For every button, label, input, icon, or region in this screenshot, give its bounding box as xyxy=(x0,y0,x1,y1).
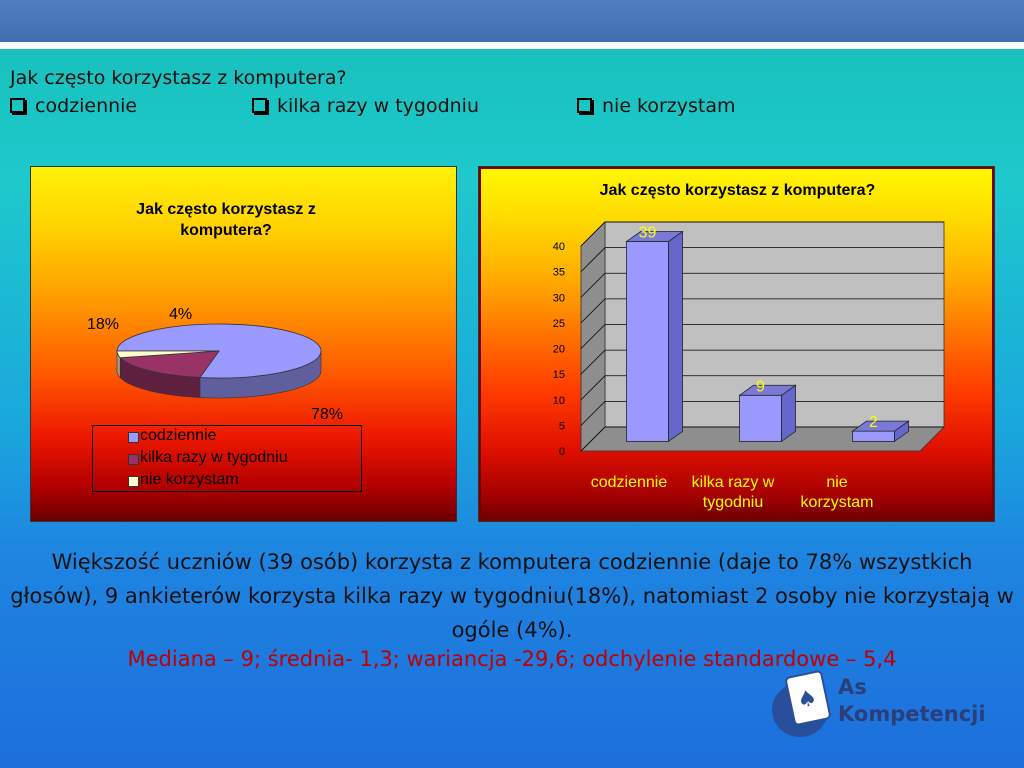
y-tick-label: 40 xyxy=(552,241,565,253)
y-tick-label: 20 xyxy=(552,343,565,356)
x-category-label: nie korzystam xyxy=(800,474,874,511)
legend-swatch xyxy=(128,432,139,443)
bar xyxy=(740,395,782,441)
y-tick-label: 35 xyxy=(552,266,565,279)
legend-swatch xyxy=(128,476,139,487)
logo xyxy=(770,668,1010,748)
pie-data-label: 4% xyxy=(169,306,193,323)
pie-chart xyxy=(31,167,457,427)
title-bar xyxy=(0,0,1024,42)
checkbox-icon xyxy=(577,98,592,113)
bar-chart xyxy=(479,167,995,522)
y-tick-label: 15 xyxy=(552,369,565,382)
bar-chart-title: Jak często korzystasz z komputera? xyxy=(599,182,876,199)
bar-chart-panel xyxy=(478,166,995,522)
legend-swatch xyxy=(128,454,139,465)
legend-item: codziennie xyxy=(93,426,361,448)
bar-data-label: 39 xyxy=(638,224,657,242)
option-kilka-razy: kilka razy w tygodniu xyxy=(252,92,479,120)
checkbox-icon xyxy=(252,98,267,113)
svg-text:♠: ♠ xyxy=(795,685,820,714)
y-tick-label: 5 xyxy=(558,420,565,433)
question-text: Jak często korzystasz z komputera? xyxy=(10,67,347,89)
pie-chart-title: Jak często korzystasz z komputera? xyxy=(136,201,316,239)
bar-side xyxy=(669,232,683,442)
pie-data-label: 18% xyxy=(87,316,120,333)
summary-text: Większość uczniów (39 osób) korzysta z komputera codziennie (daje to 78% wszystkich głosów), 9 ankieterów korzysta kilka razy w tygodniu(18%), natomiast 2 osoby nie korzystają w ogóle (4%). xyxy=(10,550,1014,642)
pie-data-label: 78% xyxy=(311,406,344,423)
y-tick-label: 30 xyxy=(552,292,565,305)
answer-options xyxy=(10,92,736,120)
statistics-text: Mediana – 9; średnia- 1,3; wariancja -29,6; odchylenie standardowe – 5,4 xyxy=(127,647,897,671)
x-category-label: kilka razy w tygodniu xyxy=(691,474,775,511)
option-nie-korzystam: nie korzystam xyxy=(577,92,736,120)
y-tick-label: 0 xyxy=(558,446,565,458)
checkbox-icon xyxy=(10,98,25,113)
spade-card-icon xyxy=(770,668,834,740)
bar xyxy=(627,242,669,442)
bar xyxy=(853,431,895,441)
survey-question xyxy=(10,64,736,120)
option-codziennie: codziennie xyxy=(10,92,137,120)
y-tick-label: 10 xyxy=(552,394,565,407)
title-divider xyxy=(0,42,1024,49)
legend-item: nie korzystam xyxy=(93,470,361,492)
pie-chart-panel xyxy=(30,166,457,522)
x-category-label: codziennie xyxy=(590,474,668,491)
logo-text: As Kompetencji xyxy=(838,675,986,726)
y-tick-label: 25 xyxy=(552,317,565,330)
legend-item: kilka razy w tygodniu xyxy=(93,448,361,470)
pie-legend xyxy=(92,425,362,492)
bar-data-label: 9 xyxy=(756,378,765,396)
bar-data-label: 2 xyxy=(869,414,878,432)
